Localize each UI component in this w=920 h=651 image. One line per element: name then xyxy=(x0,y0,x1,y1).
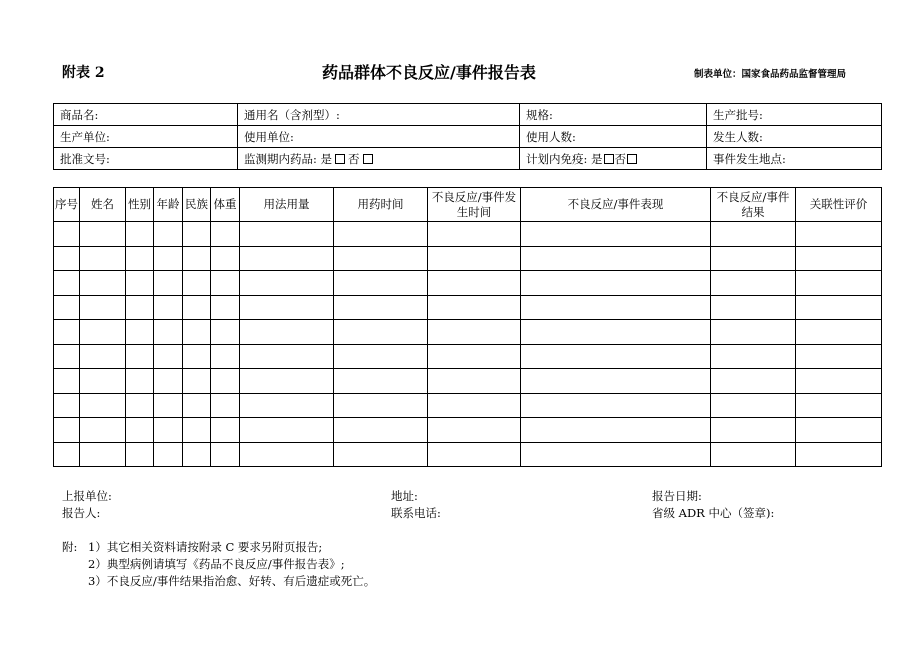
table-cell[interactable] xyxy=(211,320,240,345)
table-cell[interactable] xyxy=(428,320,521,345)
table-cell[interactable] xyxy=(521,369,711,394)
table-row xyxy=(54,418,882,443)
table-cell[interactable] xyxy=(334,393,428,418)
table-cell[interactable] xyxy=(796,246,882,271)
table-cell[interactable] xyxy=(334,295,428,320)
table-row xyxy=(54,271,882,296)
notes-prefix: 附: xyxy=(62,540,78,554)
table-cell[interactable] xyxy=(183,393,211,418)
table-cell[interactable] xyxy=(54,393,80,418)
table-cell[interactable] xyxy=(334,320,428,345)
table-cell[interactable] xyxy=(428,393,521,418)
table-cell[interactable] xyxy=(428,369,521,394)
table-cell[interactable] xyxy=(154,320,183,345)
case-table-body xyxy=(54,222,882,467)
approval-number-field[interactable]: 批准文号: xyxy=(54,148,238,170)
table-cell[interactable] xyxy=(334,369,428,394)
figure-label: 附表 2 xyxy=(62,65,105,81)
table-cell[interactable] xyxy=(211,344,240,369)
table-row xyxy=(54,222,882,247)
table-cell[interactable] xyxy=(154,442,183,467)
immunization-no-label: 否 xyxy=(614,151,627,166)
table-cell[interactable] xyxy=(126,295,154,320)
table-cell[interactable] xyxy=(334,271,428,296)
table-cell[interactable] xyxy=(240,393,334,418)
info-row xyxy=(54,148,882,170)
table-cell[interactable] xyxy=(240,418,334,443)
table-cell[interactable] xyxy=(126,246,154,271)
table-cell[interactable] xyxy=(126,271,154,296)
note-item: 3）不良反应/事件结果指治愈、好转、有后遗症或死亡。 xyxy=(88,574,376,588)
table-cell[interactable] xyxy=(80,222,126,247)
table-cell[interactable] xyxy=(80,442,126,467)
table-cell[interactable] xyxy=(521,393,711,418)
table-cell[interactable] xyxy=(428,271,521,296)
column-header: 不良反应/事件结果 xyxy=(711,188,796,222)
table-cell[interactable] xyxy=(711,393,796,418)
column-header: 体重 xyxy=(211,188,240,222)
generic-name-field[interactable]: 通用名（含剂型）: xyxy=(238,104,520,126)
batch-number-field[interactable]: 生产批号: xyxy=(707,104,882,126)
table-cell[interactable] xyxy=(521,295,711,320)
table-cell[interactable] xyxy=(711,320,796,345)
table-cell[interactable] xyxy=(711,344,796,369)
table-cell[interactable] xyxy=(54,344,80,369)
table-row xyxy=(54,295,882,320)
column-header: 关联性评价 xyxy=(796,188,882,222)
table-cell[interactable] xyxy=(126,320,154,345)
table-cell[interactable] xyxy=(154,369,183,394)
note-item: 1）其它相关资料请按附录 C 要求另附页报告; xyxy=(88,540,323,554)
column-header: 民族 xyxy=(183,188,211,222)
column-header: 年龄 xyxy=(154,188,183,222)
report-date-label: 报告日期: xyxy=(652,489,702,503)
table-cell[interactable] xyxy=(183,246,211,271)
table-cell[interactable] xyxy=(240,369,334,394)
table-cell[interactable] xyxy=(183,418,211,443)
table-cell[interactable] xyxy=(240,320,334,345)
column-header: 姓名 xyxy=(80,188,126,222)
table-cell[interactable] xyxy=(154,222,183,247)
user-unit-field[interactable]: 使用单位: xyxy=(238,126,520,148)
table-cell[interactable] xyxy=(521,271,711,296)
immunization-label: 计划内免疫: 是 xyxy=(526,151,603,166)
provincial-center-label: 省级 ADR 中心（签章): xyxy=(652,506,775,520)
table-cell[interactable] xyxy=(54,418,80,443)
table-cell[interactable] xyxy=(54,271,80,296)
manufacturer-field[interactable]: 生产单位: xyxy=(54,126,238,148)
trade-name-field[interactable]: 商品名: xyxy=(54,104,238,126)
table-cell[interactable] xyxy=(428,442,521,467)
table-cell[interactable] xyxy=(126,369,154,394)
monitoring-period-label: 监测期内药品: 是 xyxy=(244,151,333,166)
table-cell[interactable] xyxy=(154,393,183,418)
table-cell[interactable] xyxy=(796,418,882,443)
table-cell[interactable] xyxy=(796,442,882,467)
table-cell[interactable] xyxy=(154,246,183,271)
table-cell[interactable] xyxy=(183,222,211,247)
table-cell[interactable] xyxy=(711,295,796,320)
table-cell[interactable] xyxy=(54,442,80,467)
table-cell[interactable] xyxy=(54,246,80,271)
immunization-yes-checkbox[interactable] xyxy=(604,154,614,164)
reporting-unit-label: 上报单位: xyxy=(62,489,112,503)
table-cell[interactable] xyxy=(521,344,711,369)
table-cell[interactable] xyxy=(80,393,126,418)
table-cell[interactable] xyxy=(796,222,882,247)
info-row xyxy=(54,104,882,126)
table-cell[interactable] xyxy=(211,418,240,443)
table-cell[interactable] xyxy=(211,442,240,467)
table-cell[interactable] xyxy=(521,442,711,467)
table-row xyxy=(54,320,882,345)
users-count-field[interactable]: 使用人数: xyxy=(520,126,707,148)
planned-immunization-field xyxy=(520,148,707,170)
table-cell[interactable] xyxy=(796,344,882,369)
table-cell[interactable] xyxy=(334,418,428,443)
table-cell[interactable] xyxy=(126,442,154,467)
table-cell[interactable] xyxy=(211,369,240,394)
table-cell[interactable] xyxy=(183,442,211,467)
table-cell[interactable] xyxy=(183,271,211,296)
column-header: 不良反应/事件表现 xyxy=(521,188,711,222)
table-cell[interactable] xyxy=(183,344,211,369)
table-cell[interactable] xyxy=(183,320,211,345)
column-header: 性别 xyxy=(126,188,154,222)
immunization-no-checkbox[interactable] xyxy=(627,154,637,164)
table-cell[interactable] xyxy=(211,246,240,271)
table-cell[interactable] xyxy=(126,344,154,369)
column-header: 用法用量 xyxy=(240,188,334,222)
table-row xyxy=(54,369,882,394)
table-cell[interactable] xyxy=(54,320,80,345)
drug-info-table xyxy=(53,103,882,170)
table-cell[interactable] xyxy=(183,369,211,394)
monitoring-period-field xyxy=(238,148,520,170)
table-cell[interactable] xyxy=(54,222,80,247)
table-cell[interactable] xyxy=(80,369,126,394)
table-cell[interactable] xyxy=(711,246,796,271)
table-row xyxy=(54,393,882,418)
info-row xyxy=(54,126,882,148)
table-cell[interactable] xyxy=(334,222,428,247)
specification-field[interactable]: 规格: xyxy=(520,104,707,126)
table-cell[interactable] xyxy=(154,344,183,369)
table-cell[interactable] xyxy=(80,418,126,443)
table-cell[interactable] xyxy=(80,344,126,369)
monitoring-yes-checkbox[interactable] xyxy=(335,154,345,164)
table-cell[interactable] xyxy=(80,295,126,320)
column-header: 序号 xyxy=(54,188,80,222)
monitoring-no-checkbox[interactable] xyxy=(363,154,373,164)
table-row xyxy=(54,344,882,369)
table-cell[interactable] xyxy=(334,442,428,467)
column-header: 用药时间 xyxy=(334,188,428,222)
table-cell[interactable] xyxy=(796,393,882,418)
table-cell[interactable] xyxy=(521,246,711,271)
case-table xyxy=(53,187,882,467)
affected-count-field[interactable]: 发生人数: xyxy=(707,126,882,148)
document-title: 药品群体不良反应/事件报告表 xyxy=(322,63,536,82)
table-cell[interactable] xyxy=(80,271,126,296)
note-item: 2）典型病例请填写《药品不良反应/事件报告表》; xyxy=(88,557,345,571)
table-cell[interactable] xyxy=(80,246,126,271)
table-cell[interactable] xyxy=(521,418,711,443)
table-cell[interactable] xyxy=(796,369,882,394)
table-cell[interactable] xyxy=(211,393,240,418)
table-cell[interactable] xyxy=(711,418,796,443)
table-cell[interactable] xyxy=(428,222,521,247)
table-cell[interactable] xyxy=(154,295,183,320)
table-cell[interactable] xyxy=(240,222,334,247)
case-table-header xyxy=(54,188,882,222)
table-cell[interactable] xyxy=(54,369,80,394)
table-cell[interactable] xyxy=(240,344,334,369)
reporter-label: 报告人: xyxy=(62,506,101,520)
issuer-label: 制表单位：国家食品药品监督管理局 xyxy=(694,69,847,80)
table-cell[interactable] xyxy=(240,442,334,467)
monitoring-no-label: 否 xyxy=(348,151,360,166)
table-cell[interactable] xyxy=(240,295,334,320)
table-cell[interactable] xyxy=(711,271,796,296)
table-cell[interactable] xyxy=(711,442,796,467)
table-cell[interactable] xyxy=(154,271,183,296)
table-cell[interactable] xyxy=(126,222,154,247)
table-row xyxy=(54,246,882,271)
table-cell[interactable] xyxy=(711,222,796,247)
table-cell[interactable] xyxy=(211,222,240,247)
column-header: 不良反应/事件发生时间 xyxy=(428,188,521,222)
table-cell[interactable] xyxy=(126,393,154,418)
table-cell[interactable] xyxy=(334,246,428,271)
table-cell[interactable] xyxy=(54,295,80,320)
address-label: 地址: xyxy=(391,489,418,503)
table-cell[interactable] xyxy=(80,320,126,345)
table-cell[interactable] xyxy=(796,295,882,320)
table-cell[interactable] xyxy=(428,295,521,320)
table-cell[interactable] xyxy=(521,320,711,345)
table-cell[interactable] xyxy=(211,295,240,320)
table-cell[interactable] xyxy=(521,222,711,247)
event-location-field[interactable]: 事件发生地点: xyxy=(707,148,882,170)
table-cell[interactable] xyxy=(428,418,521,443)
table-cell[interactable] xyxy=(240,271,334,296)
table-cell[interactable] xyxy=(126,418,154,443)
phone-label: 联系电话: xyxy=(391,506,441,520)
table-row xyxy=(54,442,882,467)
table-cell[interactable] xyxy=(796,271,882,296)
table-cell[interactable] xyxy=(183,295,211,320)
table-cell[interactable] xyxy=(796,320,882,345)
table-cell[interactable] xyxy=(711,369,796,394)
table-cell[interactable] xyxy=(154,418,183,443)
table-cell[interactable] xyxy=(428,246,521,271)
table-cell[interactable] xyxy=(428,344,521,369)
table-cell[interactable] xyxy=(334,344,428,369)
table-cell[interactable] xyxy=(211,271,240,296)
table-cell[interactable] xyxy=(240,246,334,271)
